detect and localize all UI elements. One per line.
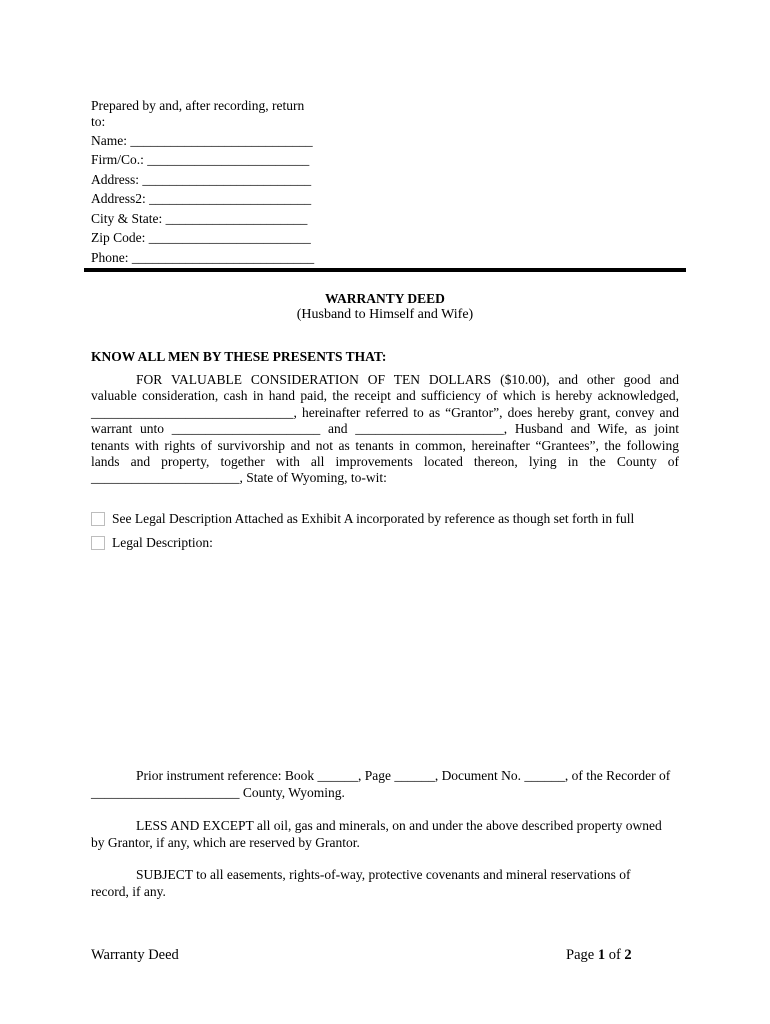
prior-instrument-line: Prior instrument reference: Book ______, Page ______, Document No. ______, of the Recorder of [136,768,671,783]
consideration-line: tenants with rights of survivorship and not as tenants in common, hereinafter “Grantees”, the following [91,437,679,453]
firm-field[interactable]: Firm/Co.: ________________________ [91,152,310,167]
prior-instrument-line: ______________________ County, Wyoming. [91,784,345,800]
subject-to-line: SUBJECT to all easements, rights-of-way, protective covenants and mineral reservations of [136,867,631,882]
subject-to-line: record, if any. [91,883,166,899]
footer-page-number [566,947,632,964]
address-field[interactable]: Address: _________________________ [91,172,312,187]
document-subtitle: (Husband to Himself and Wife) [296,307,474,322]
option-legal-label: Legal Description: [112,535,213,550]
city-state-field[interactable]: City & State: _____________________ [91,211,308,226]
consideration-line: ______________________________, hereinafter referred to as “Grantor”, does hereby grant, convey and [91,404,679,420]
header-divider [84,268,686,272]
prepared-by-label: Prepared by and, after recording, return [91,98,305,113]
document-title: WARRANTY DEED [325,291,445,306]
know-all-heading: KNOW ALL MEN BY THESE PRESENTS THAT: [91,349,387,364]
page-total: 2 [624,947,632,963]
consideration-line: ______________________, State of Wyoming, to-wit: [91,470,387,486]
consideration-line: valuable consideration, cash in hand paid, the receipt and sufficiency of which is hereby acknowledged, [91,388,679,404]
less-except-line: by Grantor, if any, which are reserved by Grantor. [91,834,360,850]
consideration-paragraph [91,372,679,487]
legal-description-checkbox[interactable] [91,536,105,550]
exhibit-checkbox[interactable] [91,512,105,526]
zip-code-field[interactable]: Zip Code: ________________________ [91,230,311,245]
page-of: of [605,947,625,963]
consideration-line: FOR VALUABLE CONSIDERATION OF TEN DOLLARS ($10.00), and other good and [136,372,679,387]
consideration-line: lands and property, together with all improvements located thereon, lying in the County of [91,453,679,469]
option-exhibit-row[interactable] [91,511,634,527]
page-current: 1 [597,947,606,963]
footer-document-name: Warranty Deed [91,947,179,963]
subject-to-paragraph [91,867,681,900]
prior-instrument-paragraph [91,768,681,801]
less-except-paragraph [91,818,681,851]
address2-field[interactable]: Address2: ________________________ [91,191,312,206]
page-prefix: Page [566,947,598,963]
less-except-line: LESS AND EXCEPT all oil, gas and minerals, on and under the above described property owned [136,818,662,833]
consideration-line: warrant unto ______________________ and ______________________, Husband and Wife, as joint [91,421,679,437]
option-legal-row[interactable] [91,535,213,551]
phone-field[interactable]: Phone: ___________________________ [91,250,315,265]
name-field[interactable]: Name: ___________________________ [91,133,313,148]
prepared-by-label-cont: to: [91,114,106,129]
option-exhibit-label: See Legal Description Attached as Exhibit A incorporated by reference as though set forth in full [112,511,635,526]
